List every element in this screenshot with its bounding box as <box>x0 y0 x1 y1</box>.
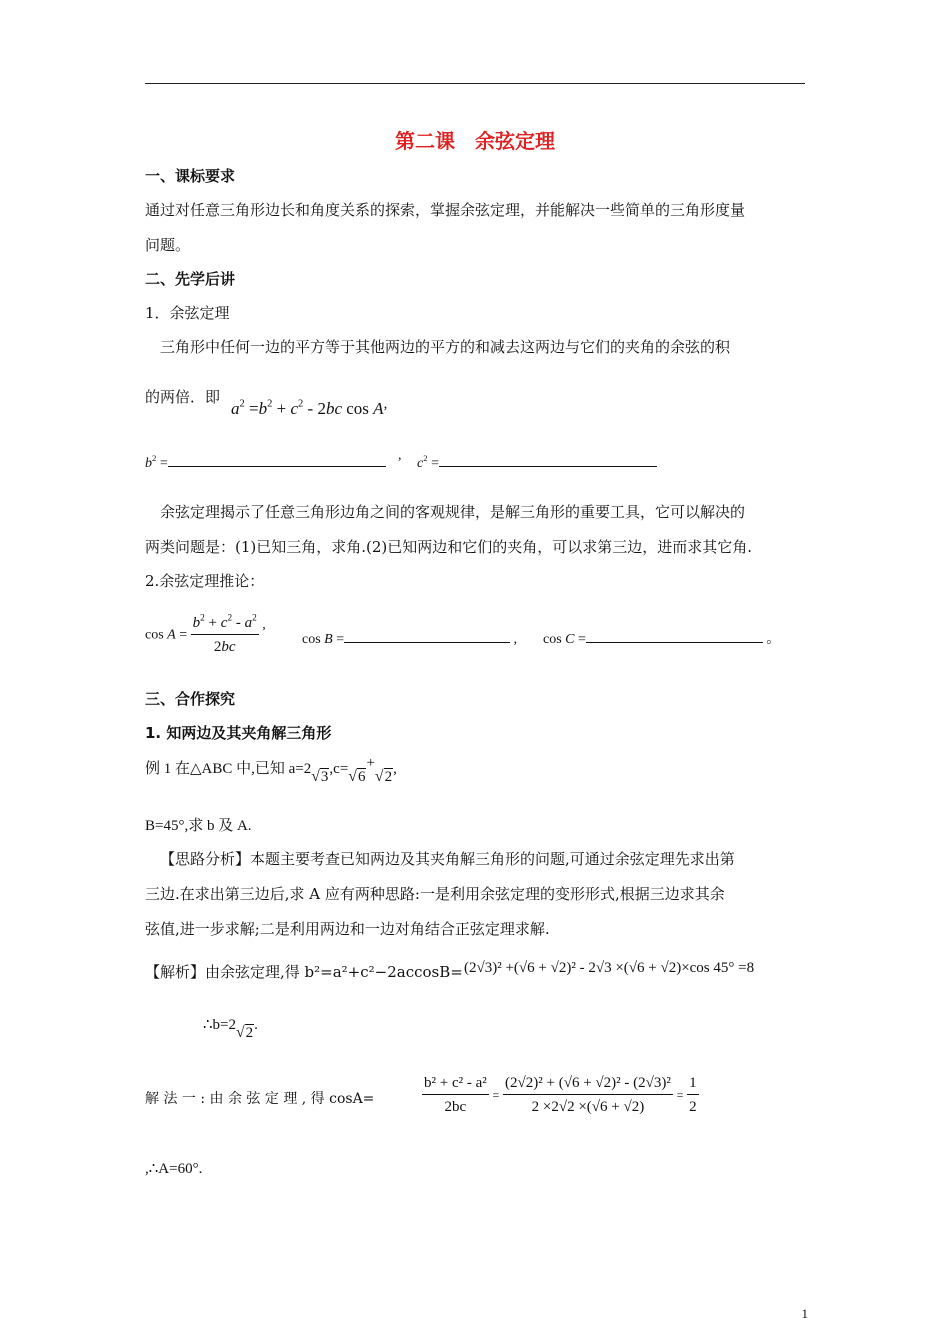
method-1-prefix: 解 法 一 : 由 余 弦 定 理 , 得 cosA= <box>145 1091 375 1107</box>
comma: , <box>398 448 402 463</box>
formula-cosA: cos A = $\frac{b^2 + c^2 - a^2}{2bc}$ , <box>145 613 266 655</box>
header-rule <box>145 83 805 84</box>
solution-prefix: 【解析】由余弦定理,得 b²=a²+c²−2accosB= <box>145 963 463 981</box>
page-title: 第二课 余弦定理 <box>395 129 555 153</box>
paragraph: 两类问题是：(1)已知三角，求角.(2)已知两边和它们的夹角，可以求第三边，进而求其它角. <box>145 538 753 556</box>
paragraph: 的两倍．即 <box>145 388 221 406</box>
a-result: ,∴A=60°. <box>145 1161 203 1177</box>
paragraph: 三角形中任何一边的平方等于其他两边的平方的和减去这两边与它们的夹角的余弦的积 <box>160 338 731 356</box>
paragraph: 通过对任意三角形边长和角度关系的探索，掌握余弦定理，并能解决一些简单的三角形度量 <box>145 201 746 219</box>
section-heading: 二、先学后讲 <box>145 270 236 288</box>
paragraph: 弦值,进一步求解;二是利用两边和一边对角结合正弦定理求解. <box>145 920 550 938</box>
paragraph: 【思路分析】本题主要考查已知两边及其夹角解三角形的问题,可通过余弦定理先求出第 <box>160 850 735 868</box>
formula-b-squared: $b^2$ = <box>145 452 386 472</box>
section-heading: 三、合作探究 <box>145 690 236 708</box>
paragraph: 问题。 <box>145 236 191 254</box>
formula-cosC: cos C = 。 <box>543 628 780 648</box>
paragraph: B=45°,求 b 及 A. <box>145 818 252 834</box>
formula-c-squared: $c^2$ = <box>417 452 657 472</box>
formula-cosB: cos B = , <box>302 628 517 648</box>
paragraph: 余弦定理揭示了任意三角形边角之间的客观规律，是解三角形的重要工具，它可以解决的 <box>160 503 746 521</box>
list-item: 2.余弦定理推论： <box>145 572 265 590</box>
section-heading: 一、课标要求 <box>145 167 236 185</box>
page-number: 1 <box>801 1306 808 1321</box>
formula-cosine-law: $a^2 =b^2 + c^2 - 2bc$ cos A, <box>231 396 388 418</box>
b-result: ∴b=2√2. <box>203 1017 258 1041</box>
list-item: 1．余弦定理 <box>145 304 230 322</box>
solution-expression: (2√3)² +(√6 + √2)² - 2√3 ×(√6 + √2)×cos 45° =8 <box>464 960 755 976</box>
example-1: 例 1 在△ABC 中,已知 a=2√3,c=√6+√2, <box>145 755 397 785</box>
subsection-heading: 1. 知两边及其夹角解三角形 <box>145 724 332 742</box>
paragraph: 三边.在求出第三边后,求 A 应有两种思路:一是利用余弦定理的变形形式,根据三边求其余 <box>145 885 725 903</box>
method-1-formula: $\frac{\text{b² + c² - a²}}{2bc}$ = $\frac{\text{(2√2)² + (√6 + √2)² - (2√3)²}}{2 \times 2√2 \times(√6 + √2)}$ = $\frac{1}{2}$ <box>424 1075 697 1115</box>
